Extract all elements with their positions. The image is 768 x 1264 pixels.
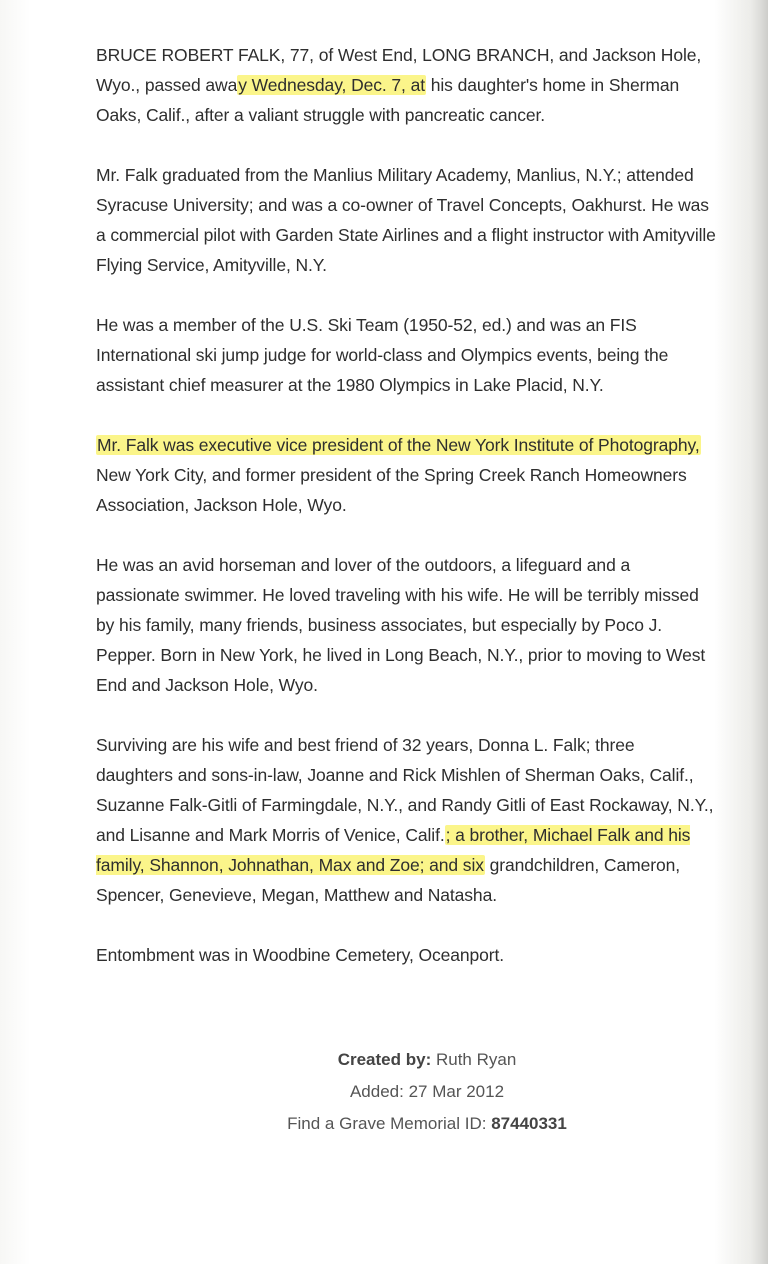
p1-text-a: BRUCE ROBERT FALK, 77, of West End, LONG BRANCH, and Jackson Hole, Wyo., passed awa <box>96 45 702 95</box>
created-by-label: Created by: <box>337 1050 432 1069</box>
p4-text-b: New York City, and former president of the Spring Creek Ranch Homeowners Association, Jackson Hole, Wyo. <box>96 465 687 515</box>
p6-text-b: grandchildren, Cameron, Spencer, Genevieve, Megan, Matthew and Natasha. <box>96 855 680 905</box>
memorial-id-label: Find a Grave Memorial ID: <box>287 1114 492 1133</box>
paragraph-education: Mr. Falk graduated from the Manlius Military Academy, Manlius, N.Y.; attended Syracuse University; and was a co-owner of Travel Concepts, Oakhurst. He was a commercial pilot with Garden State Airlines and a flight instructor with Amityville Flying Service, Amityville, N.Y. <box>96 165 716 275</box>
paragraph-personal: He was an avid horseman and lover of the outdoors, a lifeguard and a passionate swimmer. He loved traveling with his wife. He will be terribly missed by his family, many friends, business associates, but especially by Poco J. Pepper. Born in New York, he lived in Long Beach, N.Y., prior to moving to West End and Jackson Hole, Wyo. <box>96 555 706 695</box>
memorial-meta <box>200 1044 654 1140</box>
paragraph-career <box>96 430 716 520</box>
created-by-value: Ruth Ryan <box>431 1050 517 1069</box>
p1-text-b: his daughter's home in Sherman Oaks, Calif., after a valiant struggle with pancreatic cancer. <box>96 75 680 125</box>
p6-highlight: ; a brother, Michael Falk and his family, Shannon, Johnathan, Max and Zoe; and six <box>96 825 691 875</box>
added-date: Added: 27 Mar 2012 <box>349 1082 505 1101</box>
paragraph-ski-team: He was a member of the U.S. Ski Team (1950-52, ed.) and was an FIS International ski jump judge for world-class and Olympics events, being the assistant chief measurer at the 1980 Olympics in Lake Placid, N.Y. <box>96 315 669 395</box>
obituary-text <box>96 40 716 1000</box>
paragraph-survivors <box>96 730 716 910</box>
memorial-id-value: 87440331 <box>491 1114 567 1133</box>
paragraph-entombment: Entombment was in Woodbine Cemetery, Oceanport. <box>96 945 505 965</box>
paragraph-death-notice <box>96 40 716 130</box>
created-by <box>200 1044 654 1076</box>
memorial-id-line <box>200 1108 654 1140</box>
p1-highlight: y Wednesday, Dec. 7, at <box>238 75 425 95</box>
p6-text-a: Surviving are his wife and best friend of 32 years, Donna L. Falk; three daughters and sons-in-law, Joanne and Rick Mishlen of Sherman Oaks, Calif., Suzanne Falk-Gitli of Farmingdale, N.Y., and Randy Gitli of East Rockaway, N.Y., and Lisanne and Mark Morris of Venice, Calif. <box>96 735 714 845</box>
p4-highlight: Mr. Falk was executive vice president of the New York Institute of Photography, <box>97 435 700 455</box>
page-edge-shadow <box>750 0 768 1264</box>
